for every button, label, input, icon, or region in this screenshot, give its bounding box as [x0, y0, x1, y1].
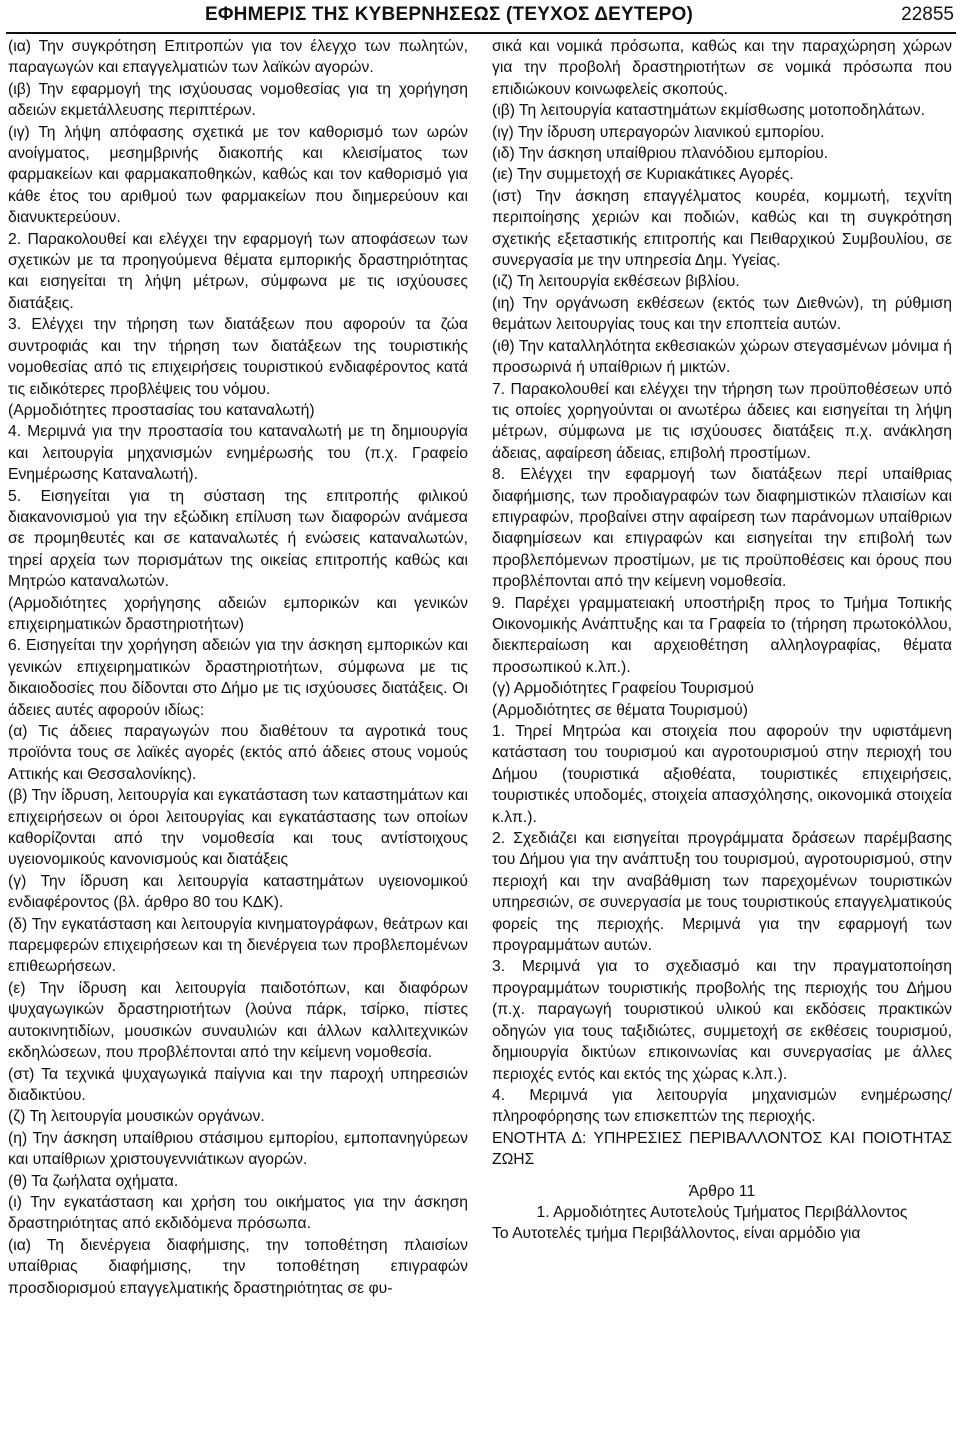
left-column	[8, 36, 468, 1299]
page-number: 22855	[901, 4, 954, 25]
page-header	[0, 0, 960, 40]
paragraph: (ιη) Την οργάνωση εκθέσεων (εκτός των Διεθνών), τη ρύθμιση θεμάτων λειτουργίας τους και την εποπτεία αυτών.	[492, 294, 952, 334]
header-rule	[6, 32, 956, 34]
paragraph: (δ) Την εγκατάσταση και λειτουργία κινηματογράφων, θεάτρων και παρεμφερών επιχειρήσεων και τη διενέργεια των προβλεπομένων επιθεωρήσεων.	[8, 915, 468, 976]
paragraph: 9. Παρέχει γραμματειακή υποστήριξη προς το Τμήμα Τοπικής Οικονομικής Ανάπτυξης και τα Γραφεία το (τήρηση πρωτοκόλλου, διεκπεραίωση και αρχειοθέτηση αλληλογραφίας, θέματα προσωπικού κ.λπ.).	[492, 594, 952, 676]
paragraph: (ε) Την ίδρυση και λειτουργία παιδοτόπων, και διαφόρων ψυχαγωγικών δραστηριοτήτων (λούνα πάρκ, τσίρκο, πίστες αυτοκινητιδίων, μουσικών συναυλιών και άλλων καλλιτεχνικών εκδηλώσεων, που προβλέπονται από την κείμενη νομοθεσία.	[8, 979, 468, 1062]
article-subtitle: 1. Αρμοδιότητες Αυτοτελούς Τμήματος Περιβάλλοντος	[536, 1203, 908, 1221]
spacer	[492, 1171, 952, 1181]
paragraph: 3. Μεριμνά για το σχεδιασμό και την πραγματοποίηση προγραμμάτων τουριστικής προβολής της περιοχής του Δήμου (π.χ. παραγωγή τουριστικού υλικού και εκδόσεις πρακτικών οδηγών για τους ταξιδιώτες, συμμετοχή σε εκθέσεις τουρισμού, δημιουργία δικτύων επικοινωνίας και συνεργασίας με άλλες περιοχές εντός και εκτός της χώρας κ.λπ.).	[492, 958, 952, 1083]
paragraph: (β) Την ίδρυση, λειτουργία και εγκατάσταση των καταστημάτων και επιχειρήσεων οι όροι λειτουργίας και εγκατάστασης των οποίων καθορίζονται από την νομοθεσία και τους αντίστοιχους υγειονομικούς κανονισμούς και διατάξεις	[8, 787, 468, 869]
paragraph: 4. Μεριμνά για την προστασία του καταναλωτή με τη δημιουργία και λειτουργία μηχανισμών ενημέρωσής του (π.χ. Γραφείο Ενημέρωσης Καταναλωτή).	[8, 423, 468, 484]
paragraph: (ιστ) Την άσκηση επαγγέλματος κουρέα, κομμωτή, τεχνίτη περιποίησης χεριών και ποδιών, καθώς και τη συγκρότηση σχετικής εξεταστικής επιτροπής και Πειθαρχικού Συμβουλίου, σε συνεργασία με την υπηρεσία Δημ. Υγείας.	[492, 187, 952, 270]
gazette-title: ΕΦΗΜΕΡΙΣ ΤΗΣ ΚΥΒΕΡΝΗΣΕΩΣ (ΤΕΥΧΟΣ ΔΕΥΤΕΡΟ)	[205, 4, 693, 25]
paragraph: (α) Τις άδειες παραγωγών που διαθέτουν τα αγροτικά τους προϊόντα τους σε λαϊκές αγορές (εκτός από άδειες στους νομούς Αττικής και Θεσσαλονίκης).	[8, 723, 468, 783]
right-column	[492, 36, 952, 1245]
paragraph: (ιγ) Την ίδρυση υπεραγορών λιανικού εμπορίου.	[492, 123, 825, 141]
section-heading: (Αρμοδιότητες προστασίας του καταναλωτή)	[8, 401, 315, 419]
paragraph: (ι) Την εγκατάσταση και χρήση του οικήματος για την άσκηση δραστηριότητας από εκδιδόμενα πρόσωπα.	[8, 1193, 468, 1233]
paragraph: (ιγ) Τη λήψη απόφασης σχετικά με τον καθορισμό των ωρών ανοίγματος, μεσημβρινής διακοπής και κλεισίματος των φαρμακείων και φαρμακαποθηκών, καθώς και τον καθορισμό για κάθε έτος του αριθμού των φαρμακείων που διημερεύουν και διανυκτερεύουν.	[8, 123, 468, 227]
paragraph: σικά και νομικά πρόσωπα, καθώς και την παραχώρηση χώρων για την προβολή δραστηριοτήτων σε νομικά πρόσωπα που επιδιώκουν κοινωφελείς σκοπούς.	[492, 38, 952, 98]
paragraph: (θ) Τα ζωήλατα οχήματα.	[8, 1172, 179, 1190]
paragraph: 1. Τηρεί Μητρώα και στοιχεία που αφορούν την υφιστάμενη κατάσταση του τουρισμού και αγροτουρισμού στην περιοχή του Δήμου (τουριστικά αξιοθέατα, τουριστικές επιχειρήσεις, τουριστικές υποδομές, στοιχεία απασχόλησης, οικονομικά στοιχεία κ.λπ.).	[492, 723, 952, 826]
paragraph: 4. Μεριμνά για λειτουργία μηχανισμών ενημέρωσης/πληροφόρησης των επισκεπτών της περιοχής.	[492, 1086, 952, 1126]
paragraph: (ια) Τη διενέργεια διαφήμισης, την τοποθέτηση πλαισίων υπαίθριας διαφήμισης, την τοποθέτηση επιγραφών προσδιορισμού επαγγελματικής δραστηριότητας σε φυ-	[8, 1236, 468, 1297]
paragraph: (ιζ) Τη λειτουργία εκθέσεων βιβλίου.	[492, 273, 740, 291]
chapter-heading: ΕΝΟΤΗΤΑ Δ: ΥΠΗΡΕΣΙΕΣ ΠΕΡΙΒΑΛΛΟΝΤΟΣ ΚΑΙ ΠΟΙΟΤΗΤΑΣ ΖΩΗΣ	[492, 1129, 952, 1169]
paragraph: (ιε) Την συμμετοχή σε Κυριακάτικες Αγορές.	[492, 166, 794, 184]
paragraph: (στ) Τα τεχνικά ψυχαγωγικά παίγνια και την παροχή υπηρεσιών διαδικτύου.	[8, 1065, 468, 1104]
paragraph: (ια) Την συγκρότηση Επιτροπών για τον έλεγχο των πωλητών, παραγωγών και επαγγελματιών των λαϊκών αγορών.	[8, 38, 468, 77]
paragraph: (η) Την άσκηση υπαίθριου στάσιμου εμπορίου, εμποπανηγύρεων και υπαίθριων χριστουγεννιάτικων αγορών.	[8, 1129, 468, 1169]
section-heading: (Αρμοδιότητες χορήγησης αδειών εμπορικών και γενικών επιχειρηματικών δραστηριοτήτων)	[8, 594, 468, 633]
article-title: Άρθρο 11	[688, 1182, 756, 1200]
paragraph: Το Αυτοτελές τμήμα Περιβάλλοντος, είναι αρμόδιο για	[492, 1225, 861, 1243]
paragraph: 6. Εισηγείται την χορήγηση αδειών για την άσκηση εμπορικών και γενικών επιχειρηματικών δραστηριοτήτων, σύμφωνα με τις δικαιοδοσίες που δίδονται στο Δήμο με τις ισχύουσες διατάξεις. Οι άδειες αυτές αφορούν ιδίως:	[8, 637, 468, 719]
paragraph: 7. Παρακολουθεί και ελέγχει την τήρηση των προϋποθέσεων υπό τις οποίες χορηγούνται οι ανωτέρω άδειες και εισηγείται τη λήψη μέτρων, σύμφωνα με τις ισχύουσες διατάξεις π.χ. ανάκληση άδειας, αφαίρεση άδειας, επιβολή προστίμων.	[492, 380, 952, 462]
paragraph: (ζ) Τη λειτουργία μουσικών οργάνων.	[8, 1108, 265, 1126]
paragraph: (ιβ) Τη λειτουργία καταστημάτων εκμίσθωσης μοτοποδηλάτων.	[492, 102, 925, 120]
paragraph: 2. Παρακολουθεί και ελέγχει την εφαρμογή των αποφάσεων των σχετικών με τα προηγούμενα θέματα εμπορικής δραστηριότητας και εισηγείται τη λήψη μέτρων, σύμφωνα με τις ισχύουσες διατάξεις.	[8, 230, 468, 312]
paragraph: (ιθ) Την καταλληλότητα εκθεσιακών χώρων στεγασμένων μόνιμα ή προσωρινά ή υπαίθριων ή μικτών.	[492, 337, 952, 377]
paragraph: (γ) Την ίδρυση και λειτουργία καταστημάτων υγειονομικού ενδιαφέροντος (βλ. άρθρο 80 του ΚΔΚ).	[8, 872, 468, 912]
paragraph: (ιδ) Την άσκηση υπαίθριου πλανόδιου εμπορίου.	[492, 145, 829, 163]
section-heading: (Αρμοδιότητες σε θέματα Τουρισμού)	[492, 701, 748, 719]
paragraph: 2. Σχεδιάζει και εισηγείται προγράμματα δράσεων παρέμβασης του Δήμου για την ανάπτυξη του τουρισμού, αγροτουρισμού, στην περιοχή και την αναβάθμιση των παρεχομένων τουριστικών υπηρεσιών, σε συνεργασία με τους τουριστικούς επαγγελματικούς φορείς της περιοχής. Μεριμνά για την εφαρμογή των προγραμμάτων αυτών.	[492, 830, 952, 955]
paragraph: (ιβ) Την εφαρμογή της ισχύουσας νομοθεσίας για τη χορήγηση αδειών εκμετάλλευσης περιπτέρων.	[8, 80, 468, 120]
paragraph: 3. Ελέγχει την τήρηση των διατάξεων που αφορούν τα ζώα συντροφιάς και την τήρηση των διατάξεων της τουριστικής νομοθεσίας από τις επιχειρήσεις τουριστικού ενδιαφέροντος κατά τις ειδικότερες προβλέψεις του νόμου.	[8, 316, 468, 398]
paragraph: 5. Εισηγείται για τη σύσταση της επιτροπής φιλικού διακανονισμού για την εξώδικη επίλυση των διαφορών ανάμεσα σε προμηθευτές και σε καταναλωτές ή ενώσεις καταναλωτών, τηρεί αρχεία των πορισμάτων της οικείας επιτροπής καθώς και Μητρώο καταναλωτών.	[8, 487, 468, 591]
section-heading: (γ) Αρμοδιότητες Γραφείου Τουρισμού	[492, 680, 754, 698]
paragraph: 8. Ελέγχει την εφαρμογή των διατάξεων περί υπαίθριας διαφήμισης, των προδιαγραφών των διαφημιστικών πλαισίων και επιγραφών, προβαίνει στην αφαίρεση των παράνομων υπαίθριων διαφημίσεων και επιγραφών και εισηγείται την επιβολή των προβλεπόμενων προστίμων, με τις προϋποθέσεις και όρους που προβλέπονται από την κείμενη νομοθεσία.	[492, 466, 952, 591]
